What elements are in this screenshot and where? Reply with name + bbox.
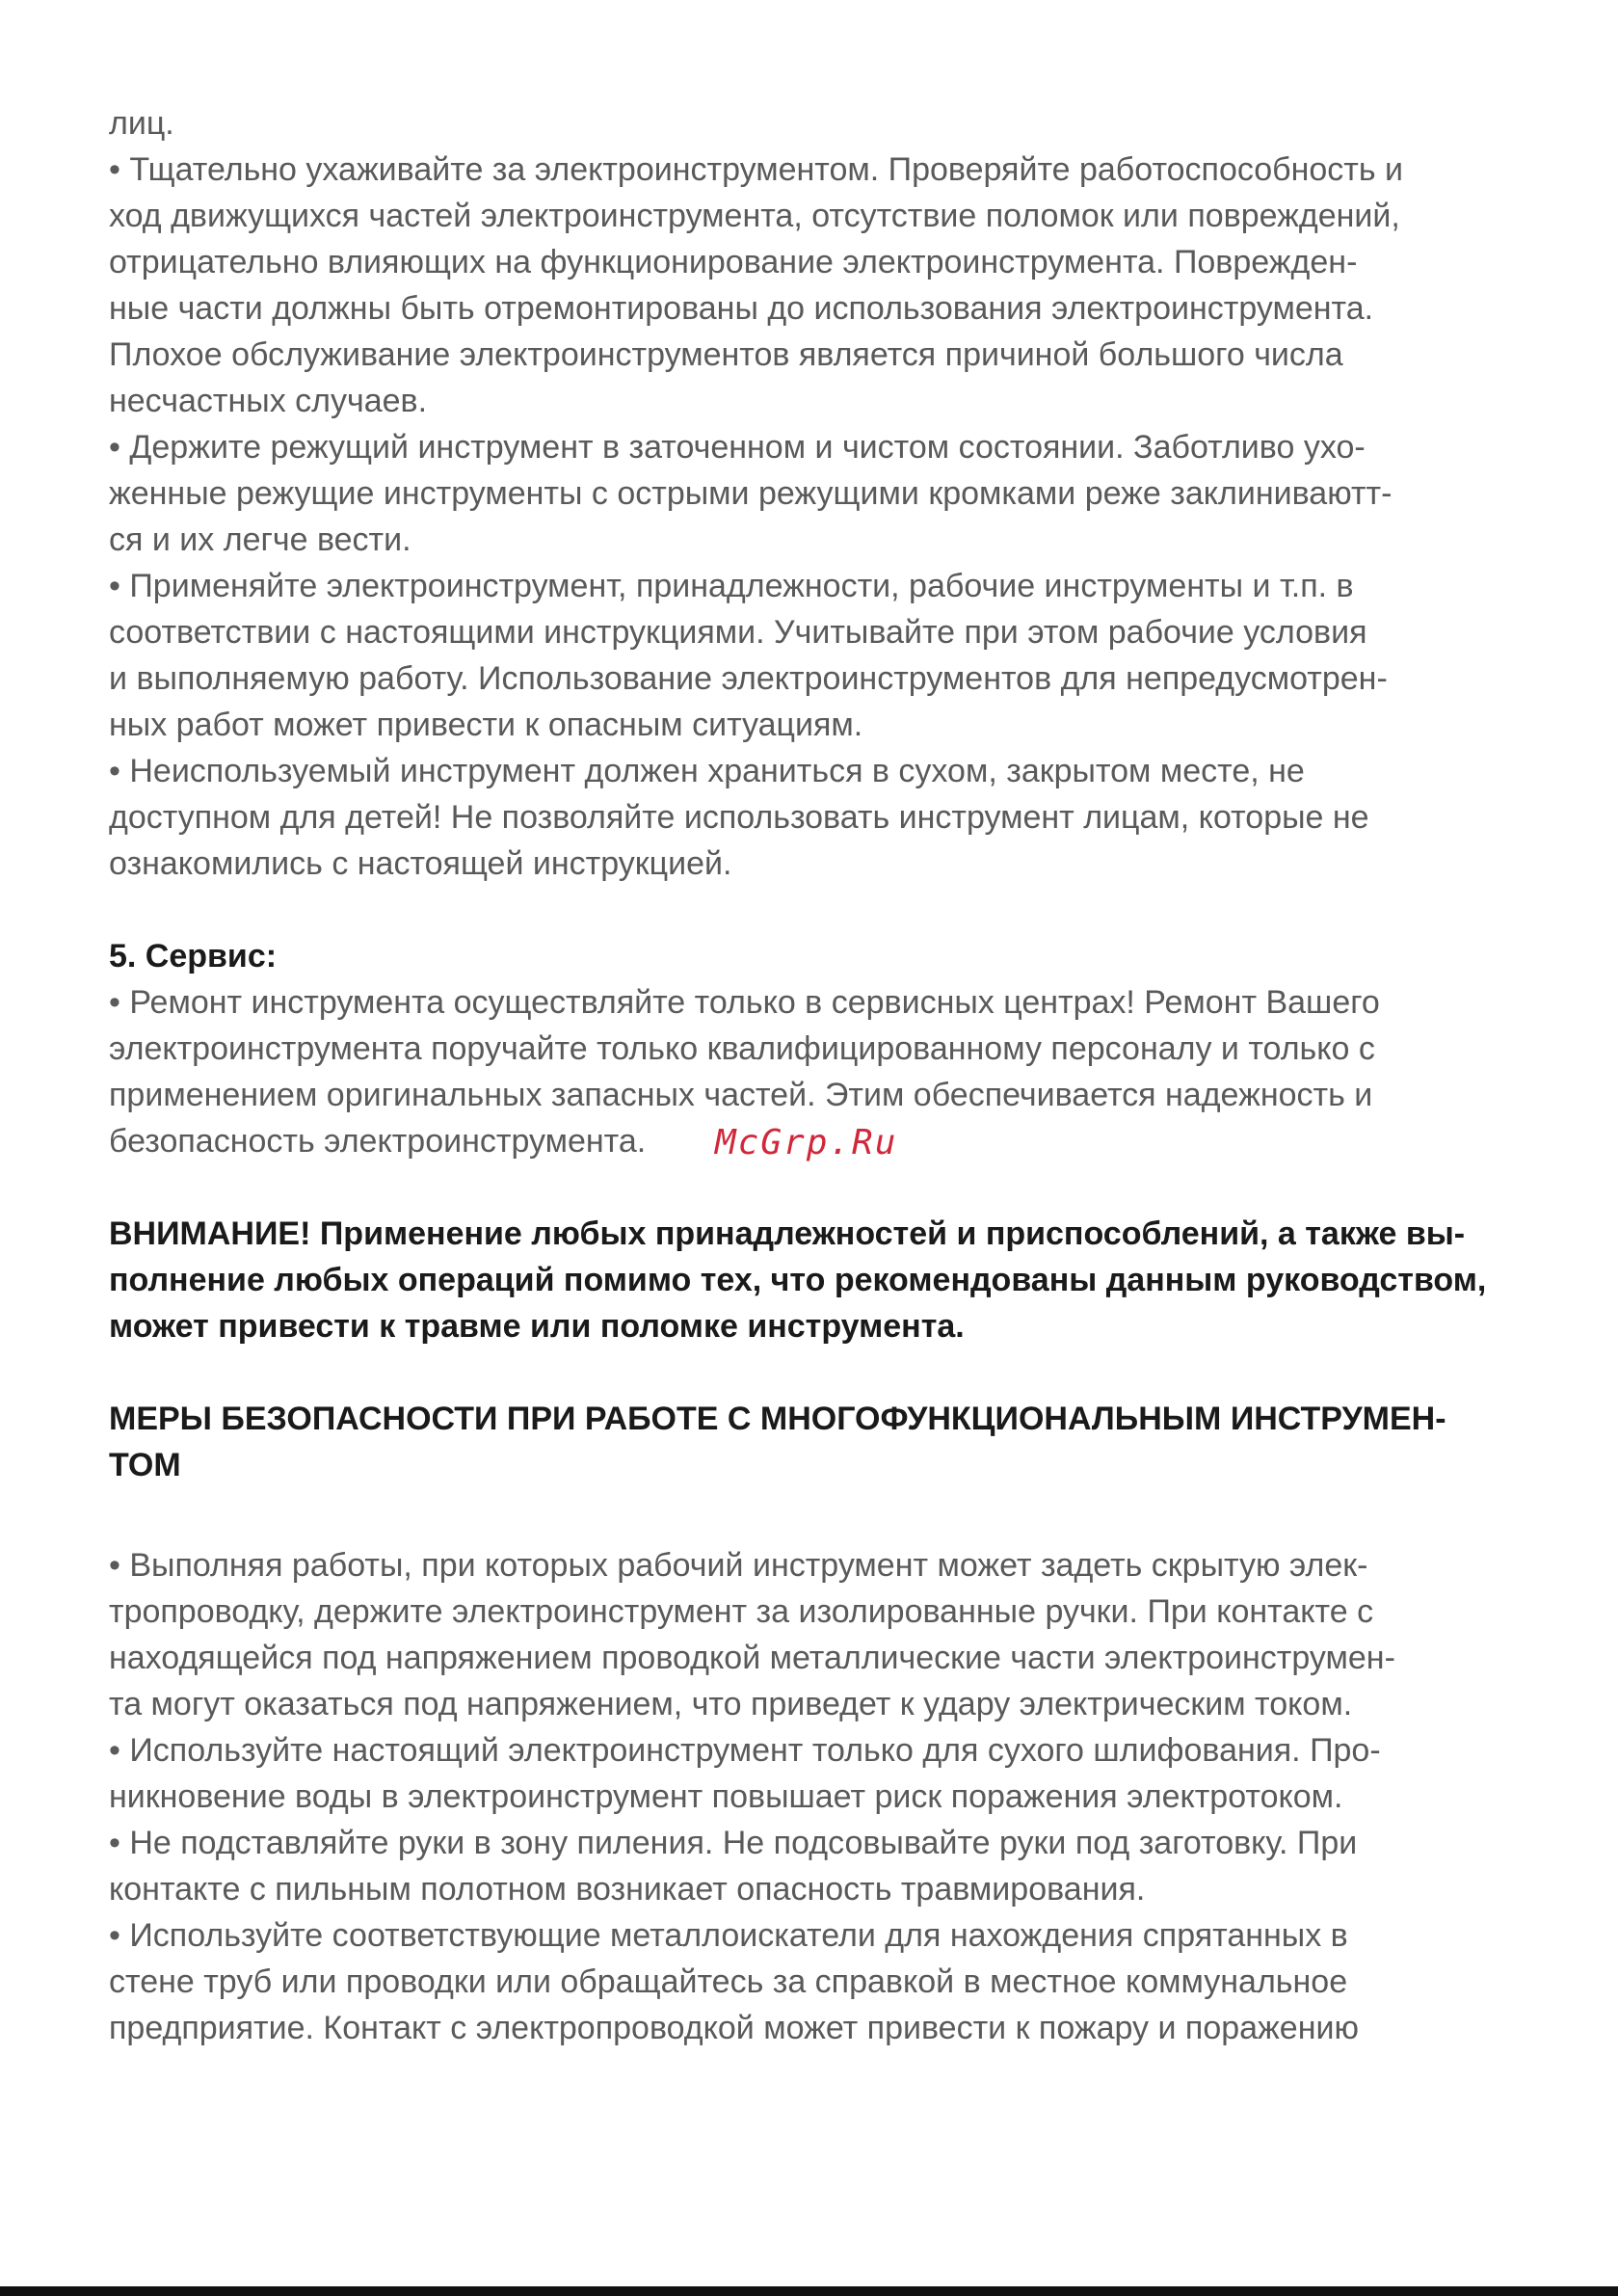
text-line: доступном для детей! Не позволяйте использовать инструмент лицам, которые не: [109, 799, 1369, 836]
text-line: отрицательно влияющих на функционирование электроинструмента. Поврежден-: [109, 244, 1358, 280]
spacer: [109, 887, 1506, 933]
care-section: [109, 100, 1506, 887]
spacer: [109, 1164, 1506, 1211]
warning-section: [109, 1211, 1506, 1349]
text-line: ознакомились с настоящей инструкцией.: [109, 845, 732, 882]
text-line: контакте с пильным полотном возникает опасность травмирования.: [109, 1871, 1146, 1908]
text-line: • Не подставляйте руки в зону пиления. Не подсовывайте руки под заготовку. При: [109, 1825, 1358, 1861]
text-line: • Тщательно ухаживайте за электроинструментом. Проверяйте работоспособность и: [109, 151, 1404, 188]
text-line: • Выполняя работы, при которых рабочий инструмент может задеть скрытую элек-: [109, 1547, 1368, 1584]
text-line: несчастных случаев.: [109, 383, 428, 419]
text-line: • Используйте соответствующие металлоискатели для нахождения спрятанных в: [109, 1917, 1348, 1954]
text-line: лиц.: [109, 105, 174, 142]
text-line: ход движущихся частей электроинструмента, отсутствие поломок или повреждений,: [109, 198, 1400, 234]
text-line: никновение воды в электроинструмент повышает риск поражения электротоком.: [109, 1778, 1343, 1815]
text-line: и выполняемую работу. Использование электроинструментов для непредусмотрен-: [109, 660, 1388, 697]
warning-line: может привести к травме или поломке инструмента.: [109, 1308, 965, 1345]
text-line: находящейся под напряжением проводкой металлические части электроинструмен-: [109, 1640, 1395, 1676]
text-line: ных работ может привести к опасным ситуациям.: [109, 707, 863, 743]
text-line: электроинструмента поручайте только квалифицированному персоналу и только с: [109, 1030, 1375, 1067]
text-line: Плохое обслуживание электроинструментов является причиной большого числа: [109, 336, 1343, 373]
text-line: предприятие. Контакт с электропроводкой может привести к пожару и поражению: [109, 2010, 1359, 2046]
multitool-heading: ТОМ: [109, 1447, 181, 1483]
text-line: • Применяйте электроинструмент, принадлежности, рабочие инструменты и т.п. в: [109, 568, 1354, 604]
multitool-heading: МЕРЫ БЕЗОПАСНОСТИ ПРИ РАБОТЕ С МНОГОФУНКЦИОНАЛЬНЫМ ИНСТРУМЕН-: [109, 1401, 1446, 1437]
warning-line: полнение любых операций помимо тех, что рекомендованы данным руководством,: [109, 1262, 1487, 1298]
text-line: • Используйте настоящий электроинструмент только для сухого шлифования. Про-: [109, 1732, 1381, 1769]
text-line: • Неиспользуемый инструмент должен храниться в сухом, закрытом месте, не: [109, 753, 1305, 789]
service-heading: 5. Сервис:: [109, 938, 278, 974]
text-line: та могут оказаться под напряжением, что приведет к удару электрическим током.: [109, 1686, 1353, 1722]
text-line: соответствии с настоящими инструкциями. Учитывайте при этом рабочие условия: [109, 614, 1367, 651]
text-line: тропроводку, держите электроинструмент за изолированные ручки. При контакте с: [109, 1593, 1374, 1630]
text-line: ся и их легче вести.: [109, 521, 411, 558]
document-page: [109, 100, 1506, 2051]
bottom-border: [0, 2286, 1618, 2296]
text-line: • Ремонт инструмента осуществляйте только в сервисных центрах! Ремонт Вашего: [109, 984, 1380, 1021]
text-line: женные режущие инструменты с острыми режущими кромками реже заклиниваютт-: [109, 475, 1393, 512]
text-line: стене труб или проводки или обращайтесь за справкой в местное коммунальное: [109, 1963, 1348, 2000]
text-line: безопасность электроинструмента.: [109, 1123, 647, 1160]
warning-line: ВНИМАНИЕ! Применение любых принадлежностей и приспособлений, а также вы-: [109, 1215, 1466, 1252]
text-line: ные части должны быть отремонтированы до использования электроинструмента.: [109, 290, 1374, 327]
spacer: [109, 1488, 1506, 1542]
text-line: применением оригинальных запасных частей. Этим обеспечивается надежность и: [109, 1077, 1373, 1113]
text-line: • Держите режущий инструмент в заточенном и чистом состоянии. Заботливо ухо-: [109, 429, 1366, 466]
multitool-section: [109, 1396, 1506, 2051]
spacer: [109, 1349, 1506, 1396]
watermark: McGrp.Ru: [715, 1123, 898, 1162]
